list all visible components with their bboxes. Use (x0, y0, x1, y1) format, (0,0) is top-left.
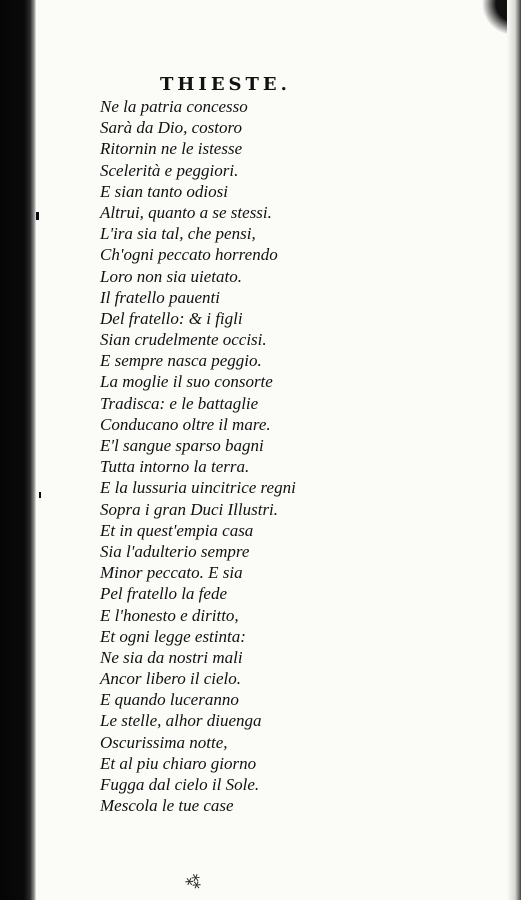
page-edge-shadow (507, 0, 521, 900)
verse-line: Del fratello: & i figli (100, 308, 243, 328)
verse-line: E sempre nasca peggio. (100, 351, 262, 371)
verse-line: Oscurissima notte, (100, 732, 228, 752)
binding-speck (39, 492, 41, 498)
verse-line: Altrui, quanto a se stessi. (100, 202, 272, 222)
verse-line: Minor peccato. E sia (100, 563, 243, 583)
verse-line: E'l sangue sparso bagni (100, 436, 264, 455)
page-binding-shadow (0, 0, 36, 900)
verse-line: Et al piu chiaro giorno (100, 753, 257, 773)
verse-line: Pel fratello la fede (100, 584, 227, 604)
verse-line: Conducano oltre il mare. (100, 414, 271, 434)
verse-line: Ritornin ne le istesse (100, 139, 243, 159)
verse-line: L'ira sia tal, che pensi, (100, 224, 256, 244)
ink-smudge: ⁂ (182, 869, 206, 894)
verse-line: Tutta intorno la terra. (100, 457, 250, 477)
verse-line: Et ogni legge estinta: (100, 626, 246, 646)
verse-line: Tradisca: e le battaglie (100, 393, 259, 413)
verse-line: Le stelle, alhor diuenga (100, 711, 262, 731)
verse-line: Et in quest'empia casa (100, 520, 254, 540)
verse-line: Ne sia da nostri mali (100, 647, 243, 667)
verse-line: E sian tanto odiosi (100, 181, 228, 201)
verse-line: Mescola le tue case (100, 796, 234, 816)
verse-line: E quando luceranno (100, 690, 239, 710)
verse-line: Ancor libero il cielo. (100, 669, 242, 689)
binding-speck (36, 212, 39, 220)
verse-line: Sian crudelmente occisi. (100, 330, 267, 350)
verse-line: E la lussuria uincitrice regni (100, 478, 296, 498)
verse-line: E l'honesto e diritto, (100, 605, 239, 625)
verse-line: Scelerità e peggiori. (100, 160, 239, 180)
verse-line: Il fratello pauenti (100, 287, 220, 307)
verse-line: Ch'ogni peccato horrendo (100, 245, 278, 265)
verse-line: Sia l'adulterio sempre (100, 541, 250, 561)
verse-line: Fugga dal cielo il Sole. (100, 775, 260, 794)
verse-text (100, 96, 420, 816)
verse-line: Loro non sia uietato. (100, 266, 242, 286)
verse-line: Sarà da Dio, costoro (100, 118, 242, 138)
verse-line: Ne la patria concesso (100, 97, 248, 116)
running-title: THIESTE. (160, 74, 291, 95)
verse-line: Sopra i gran Duci Illustri. (100, 499, 279, 519)
verse-line: La moglie il suo consorte (100, 372, 273, 392)
